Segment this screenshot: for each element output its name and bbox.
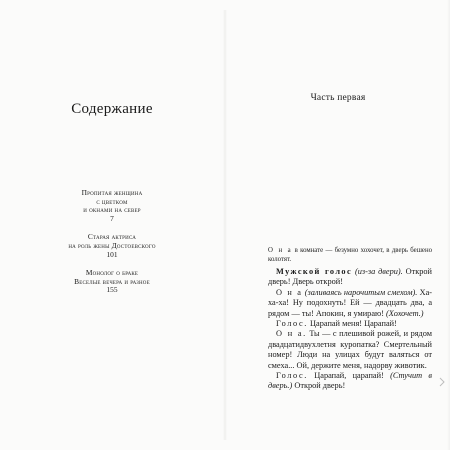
contents-heading: Содержание xyxy=(71,101,153,117)
stage-direction-text: (заливаясь нарочитым смехом). xyxy=(304,287,418,297)
dialogue-text: Царапай, царапай! xyxy=(307,371,384,381)
dialogue-line xyxy=(268,267,432,288)
toc-entry-title: Веселые вечера и разное xyxy=(74,276,150,286)
toc-page-number: 101 xyxy=(106,249,118,259)
speaker-name: Мужской голос xyxy=(276,267,353,276)
speaker-name: О н а xyxy=(276,287,303,297)
right-page xyxy=(226,0,450,450)
toc-entry-title: Старая актриса xyxy=(87,232,137,242)
play-text xyxy=(268,246,432,392)
dialogue-text: Ты — с плешивой рожей, и рядом двадцатидвухлетня куропатка? Смертельный номер! Люди на улицах будут валяться от смеха... Ой, держите меня, надорву животик. xyxy=(268,329,433,370)
speaker-name: Голос. xyxy=(276,319,308,329)
speaker-name: О н а. xyxy=(276,329,307,339)
stage-direction-text: (из-за двери). xyxy=(354,267,403,276)
dialogue-text: Открой дверь! Дверь открой! xyxy=(268,267,432,287)
toc-entry-title: Пропитая женщина xyxy=(81,188,143,197)
part-heading: Часть первая xyxy=(310,93,366,103)
toc-entry[interactable] xyxy=(0,269,224,295)
dialogue-line xyxy=(268,288,432,319)
right-arrow-icon xyxy=(439,377,445,387)
stage-direction xyxy=(268,246,432,264)
toc-entry[interactable] xyxy=(0,233,224,259)
stage-direction-text: (Стучит в дверь.) xyxy=(268,371,432,391)
toc-entry-title: на роль жены Достоевского xyxy=(68,240,156,250)
toc-page-number: 7 xyxy=(110,213,114,223)
toc-entry-title: с цветком xyxy=(96,196,128,206)
dialogue-text: Ха-ха-ха! Ну подохнуть! Ей — двадцать два, а рядом — ты! Апокин, я умираю! xyxy=(268,287,433,318)
toc-entry[interactable] xyxy=(0,189,224,223)
speaker-name: О н а xyxy=(268,247,293,254)
stage-direction-text: (Хохочет.) xyxy=(386,308,424,318)
dialogue-line xyxy=(268,329,432,371)
table-of-contents xyxy=(0,189,224,305)
dialogue-line xyxy=(268,371,432,392)
toc-entry-title: и окнами на север xyxy=(83,205,141,215)
left-page xyxy=(0,0,224,450)
stage-direction-text: в комнате — безумно хохочет, в дверь бешено колотят. xyxy=(268,247,432,263)
speaker-name: Голос. xyxy=(276,371,308,381)
toc-page-number: 155 xyxy=(106,285,118,295)
toc-entry-title: Монолог о браке xyxy=(85,268,139,278)
dialogue-text: Открой дверь! xyxy=(292,381,346,391)
dialogue-text: Царапай меня! Царапай! xyxy=(307,319,397,329)
dialogue-line xyxy=(268,319,432,329)
